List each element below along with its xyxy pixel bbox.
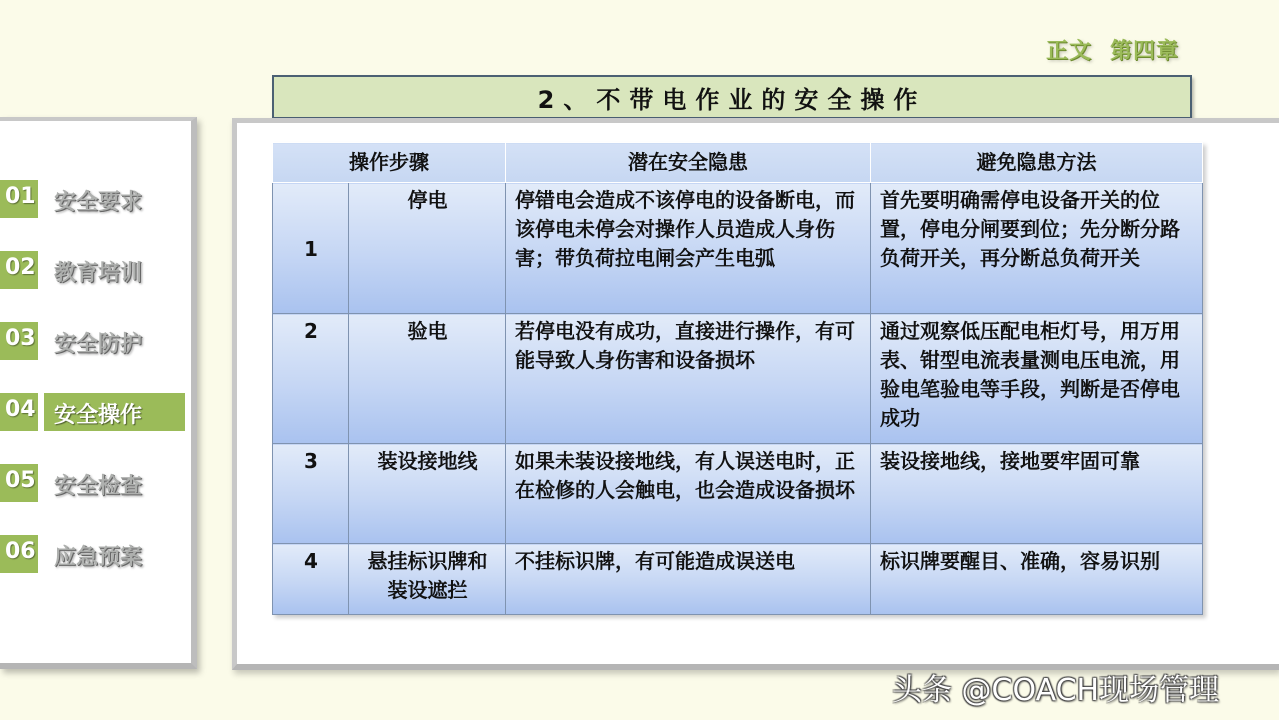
step-number: 3: [273, 444, 349, 544]
slide-title-box: [272, 75, 1192, 119]
sidebar-item-number: 05: [0, 464, 38, 502]
method-cell: 标识牌要醒目、准确，容易识别: [871, 544, 1203, 615]
sidebar-item-number: 03: [0, 322, 38, 360]
sidebar-item-safety-requirements[interactable]: [0, 180, 190, 218]
method-cell: 通过观察低压配电柜灯号，用万用表、钳型电流表量测电压电流，用验电笔验电等手段，判断是否停电成功: [871, 314, 1203, 444]
sidebar-item-training[interactable]: [0, 251, 190, 289]
step-number: 1: [273, 183, 349, 314]
sidebar-item-number: 06: [0, 535, 38, 573]
column-header-hazard: 潜在安全隐患: [506, 143, 871, 183]
step-name: 装设接地线: [349, 444, 506, 544]
column-header-step: 操作步骤: [273, 143, 506, 183]
sidebar-item-inspection[interactable]: [0, 464, 190, 502]
chapter-heading: [1046, 34, 1179, 66]
section-label: 正文: [1046, 39, 1093, 64]
table-header-row: [273, 143, 1203, 183]
sidebar-item-operation[interactable]: [0, 393, 190, 431]
operations-table: [272, 142, 1203, 615]
hazard-cell: 若停电没有成功，直接进行操作，有可能导致人身伤害和设备损坏: [506, 314, 871, 444]
sidebar-item-label: 教育培训: [54, 261, 143, 286]
method-cell: 首先要明确需停电设备开关的位置，停电分闸要到位；先分断分路负荷开关，再分断总负荷开关: [871, 183, 1203, 314]
table-row: [273, 444, 1203, 544]
step-number: 2: [273, 314, 349, 444]
table-row: [273, 314, 1203, 444]
chapter-label: 第四章: [1110, 39, 1180, 64]
slide-title: 2、不带电作业的安全操作: [537, 85, 927, 114]
sidebar-item-number: 02: [0, 251, 38, 289]
sidebar-item-label: 安全防护: [54, 332, 143, 357]
sidebar-item-emergency[interactable]: [0, 535, 190, 573]
table-row: [273, 183, 1203, 314]
sidebar-item-label: 应急预案: [54, 545, 143, 570]
step-name: 验电: [349, 314, 506, 444]
sidebar-item-number: 01: [0, 180, 38, 218]
sidebar-item-label: 安全要求: [54, 190, 143, 215]
watermark-text: 头条 @COACH现场管理: [892, 673, 1220, 708]
sidebar-nav: [0, 117, 197, 669]
step-name: 停电: [349, 183, 506, 314]
hazard-cell: 停错电会造成不该停电的设备断电，而该停电未停会对操作人员造成人身伤害；带负荷拉电闸会产生电弧: [506, 183, 871, 314]
sidebar-item-number: 04: [0, 393, 38, 431]
hazard-cell: 不挂标识牌，有可能造成误送电: [506, 544, 871, 615]
method-cell: 装设接地线，接地要牢固可靠: [871, 444, 1203, 544]
sidebar-item-label: 安全操作: [54, 403, 143, 428]
sidebar-item-protection[interactable]: [0, 322, 190, 360]
sidebar-item-label: 安全检查: [54, 474, 143, 499]
column-header-method: 避免隐患方法: [871, 143, 1203, 183]
step-number: 4: [273, 544, 349, 615]
table-row: [273, 544, 1203, 615]
hazard-cell: 如果未装设接地线，有人误送电时，正在检修的人会触电，也会造成设备损坏: [506, 444, 871, 544]
step-name: 悬挂标识牌和装设遮拦: [349, 544, 506, 615]
